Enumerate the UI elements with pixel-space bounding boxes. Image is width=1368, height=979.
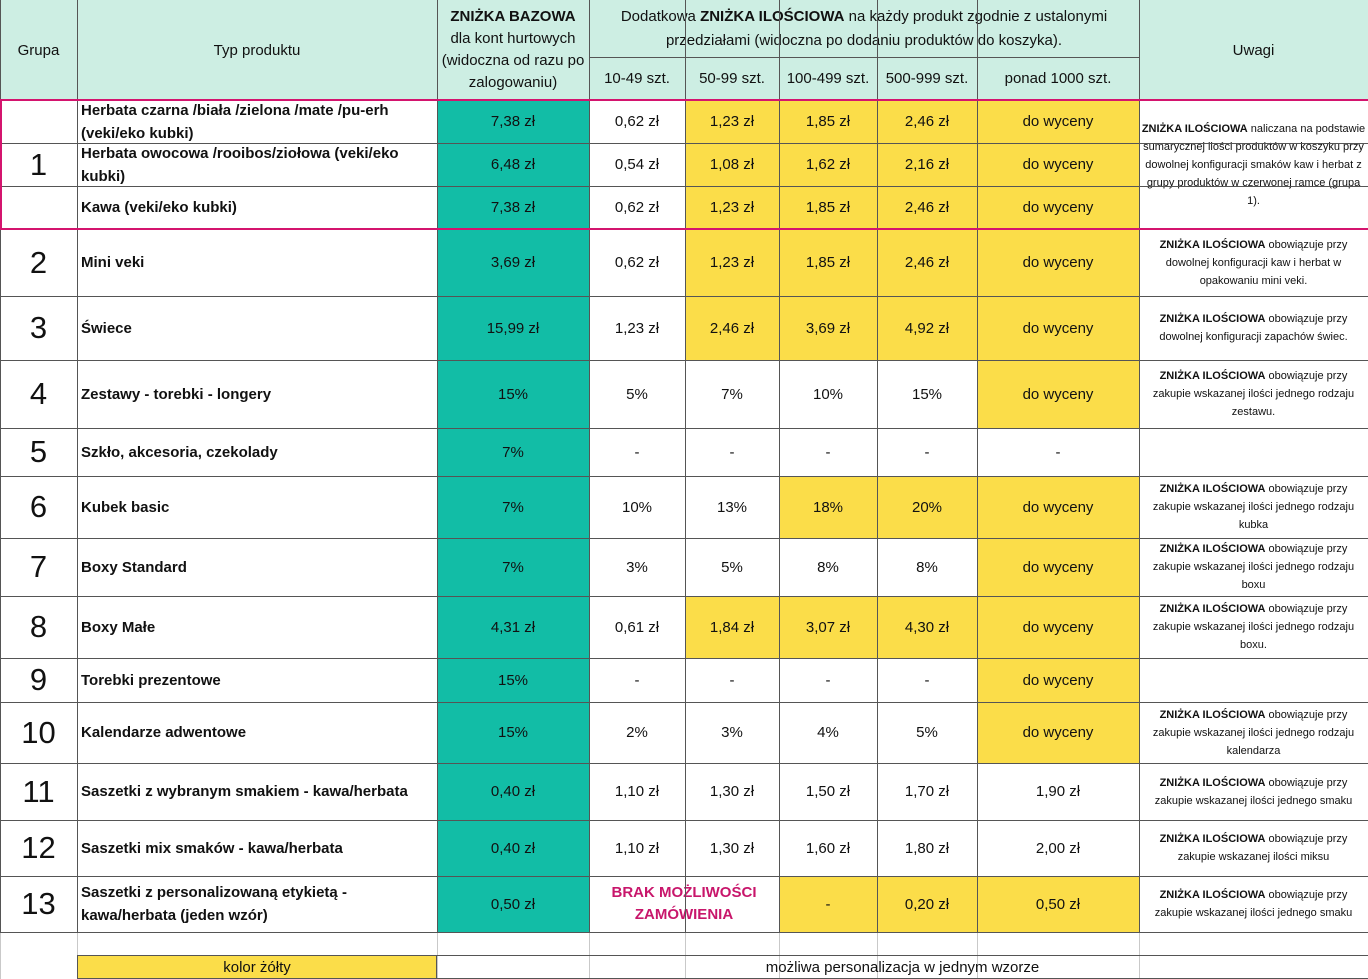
- qty-discount: 1,70 zł: [904, 783, 950, 800]
- base-discount: 0,50 zł: [437, 876, 589, 932]
- base-discount: 7%: [437, 538, 589, 596]
- product-name: Saszetki z personalizowaną etykietą - kawa/herbata (jeden wzór): [81, 884, 347, 924]
- qty-discount: 0,20 zł: [877, 876, 977, 932]
- base-discount: 7%: [437, 428, 589, 476]
- uwagi-note: ZNIŻKA ILOŚCIOWA obowiązuje przy zakupie wskazanej ilości jednego smaku: [1154, 776, 1353, 807]
- qty-discount: 0,62 zł: [614, 254, 660, 271]
- header-range-1: 10-49 szt.: [589, 57, 685, 100]
- header-typ-produktu: Typ produktu: [77, 0, 437, 100]
- qty-discount: -: [924, 671, 930, 689]
- row-border: [0, 296, 1368, 297]
- qty-discount: -: [825, 443, 831, 461]
- qty-discount: 1,85 zł: [779, 100, 877, 143]
- product-name: Torebki prezentowe: [81, 671, 221, 689]
- qty-discount: 20%: [877, 476, 977, 538]
- qty-discount: 0,50 zł: [977, 876, 1139, 932]
- row-border: [0, 186, 1368, 187]
- header-dodatkowa: [589, 0, 1139, 57]
- group-number: 9: [29, 662, 48, 697]
- qty-discount: 5%: [626, 385, 648, 403]
- base-discount: 15,99 zł: [437, 296, 589, 360]
- group-number: 4: [29, 376, 48, 411]
- qty-discount: 4,30 zł: [877, 596, 977, 658]
- base-discount: 7,38 zł: [437, 186, 589, 229]
- base-discount: 15%: [437, 702, 589, 763]
- header-uwagi: Uwagi: [1139, 0, 1368, 100]
- product-name: Herbata owocowa /rooibos/ziołowa (veki/eko kubki): [81, 144, 399, 185]
- qty-discount: 1,08 zł: [685, 143, 779, 186]
- group-number: 5: [29, 434, 48, 469]
- legend-meaning: możliwa personalizacja w jednym wzorze: [437, 955, 1368, 979]
- uwagi-note: ZNIŻKA ILOŚCIOWA obowiązuje przy zakupie wskazanej ilości jednego rodzaju zestawu.: [1152, 370, 1355, 418]
- qty-discount: 2,46 zł: [877, 186, 977, 229]
- col-border: [77, 0, 78, 932]
- product-name: Kubek basic: [81, 498, 170, 516]
- qty-discount: do wyceny: [977, 476, 1139, 538]
- group-number: 1: [29, 146, 48, 182]
- base-discount: 0,40 zł: [437, 763, 589, 820]
- group-number: 2: [29, 244, 48, 280]
- row-border: [0, 428, 1368, 429]
- header-range-4: 500-999 szt.: [877, 57, 977, 100]
- qty-discount: do wyceny: [977, 100, 1139, 143]
- qty-discount: 1,23 zł: [685, 186, 779, 229]
- qty-discount: 0,61 zł: [614, 618, 660, 636]
- qty-discount: do wyceny: [977, 186, 1139, 229]
- qty-discount: 2,16 zł: [877, 143, 977, 186]
- qty-discount: 15%: [911, 385, 943, 403]
- col-border: [437, 0, 438, 932]
- qty-discount: 2,46 zł: [877, 229, 977, 296]
- legend-swatch: kolor żółty: [77, 955, 437, 979]
- qty-discount: -: [924, 443, 930, 461]
- qty-discount: 7%: [721, 385, 743, 403]
- qty-discount: do wyceny: [977, 702, 1139, 763]
- base-discount: 15%: [437, 360, 589, 428]
- row-border: [0, 658, 1368, 659]
- group-number: 10: [21, 714, 56, 750]
- uwagi-note: [1139, 428, 1368, 476]
- product-name: Saszetki z wybranym smakiem - kawa/herbata: [81, 783, 408, 800]
- qty-discount: do wyceny: [977, 143, 1139, 186]
- qty-discount: 1,30 zł: [709, 839, 755, 857]
- col-border: [0, 0, 1, 932]
- product-name: Herbata czarna /biała /zielona /mate /pu-erh (veki/eko kubki): [81, 101, 389, 142]
- qty-discount: do wyceny: [977, 538, 1139, 596]
- qty-discount: 0,62 zł: [614, 113, 660, 130]
- row-border: [0, 476, 1368, 477]
- qty-discount: -: [779, 876, 877, 932]
- znizka-bazowa-title: ZNIŻKA BAZOWA: [450, 8, 576, 25]
- group-number: 12: [21, 830, 56, 865]
- qty-discount: 1,80 zł: [904, 839, 950, 857]
- base-discount: 3,69 zł: [437, 229, 589, 296]
- qty-discount: 1,62 zł: [779, 143, 877, 186]
- col-border: [685, 0, 686, 932]
- group-number: 8: [29, 609, 48, 644]
- znizka-bazowa-subtitle: dla kont hurtowych (widoczna od razu po zalogowaniu): [441, 30, 585, 91]
- qty-discount: 1,84 zł: [685, 596, 779, 658]
- uwagi-note: ZNIŻKA ILOŚCIOWA obowiązuje przy zakupie wskazanej ilości jednego rodzaju boxu.: [1152, 603, 1355, 651]
- base-discount: 7,38 zł: [437, 100, 589, 143]
- group-number: 13: [21, 886, 56, 921]
- qty-discount: do wyceny: [977, 360, 1139, 428]
- product-name: Boxy Małe: [81, 618, 156, 636]
- dodatkowa-text: Dodatkowa ZNIŻKA ILOŚCIOWA na każdy produkt zgodnie z ustalonymi przedziałami (widoczna po dodaniu produktów do koszyka).: [620, 7, 1108, 49]
- base-discount: 0,40 zł: [437, 820, 589, 876]
- qty-discount: -: [634, 443, 640, 461]
- uwagi-note: ZNIŻKA ILOŚCIOWA obowiązuje przy zakupie wskazanej ilości jednego rodzaju kalendarza: [1152, 708, 1355, 757]
- qty-discount: do wyceny: [977, 296, 1139, 360]
- uwagi-note: ZNIŻKA ILOŚCIOWA naliczana na podstawie sumarycznej ilości produktów w koszyku przy dowolnej konfiguracji smaków kaw i herbat z grupy produktów w czerwonej ramce (grupa 1).: [1141, 122, 1366, 207]
- qty-discount: 3,69 zł: [779, 296, 877, 360]
- header-range-3: 100-499 szt.: [779, 57, 877, 100]
- product-name: Mini veki: [81, 254, 145, 271]
- qty-discount: 13%: [716, 498, 748, 516]
- no-order-notice: BRAK MOŻLIWOŚCI ZAMÓWIENIA: [611, 884, 757, 923]
- base-discount: 4,31 zł: [437, 596, 589, 658]
- qty-discount: 18%: [779, 476, 877, 538]
- qty-discount: do wyceny: [977, 229, 1139, 296]
- qty-discount: -: [729, 671, 735, 689]
- product-name: Kalendarze adwentowe: [81, 724, 247, 741]
- product-name: Szkło, akcesoria, czekolady: [81, 443, 278, 461]
- qty-discount: 5%: [721, 558, 743, 576]
- uwagi-note: ZNIŻKA ILOŚCIOWA obowiązuje przy dowolnej konfiguracji zapachów świec.: [1159, 313, 1348, 343]
- group-number: 3: [29, 310, 48, 345]
- row-border: [0, 596, 1368, 597]
- base-discount: 7%: [437, 476, 589, 538]
- base-discount: 15%: [437, 658, 589, 702]
- qty-discount: 1,23 zł: [614, 319, 660, 337]
- qty-discount: 1,30 zł: [709, 783, 755, 800]
- header-divider: [589, 57, 1139, 58]
- header-grupa: Grupa: [0, 0, 77, 100]
- qty-discount: 1,50 zł: [805, 783, 851, 800]
- uwagi-note: ZNIŻKA ILOŚCIOWA obowiązuje przy zakupie wskazanej ilości jednego rodzaju kubka: [1152, 483, 1355, 531]
- row-border: [0, 876, 1368, 877]
- col-border: [589, 0, 590, 932]
- qty-discount: 8%: [916, 558, 938, 576]
- col-border: [779, 0, 780, 932]
- qty-discount: -: [1055, 443, 1061, 461]
- product-name: Świece: [81, 319, 132, 337]
- qty-discount: 4,92 zł: [877, 296, 977, 360]
- row-border: [0, 820, 1368, 821]
- qty-discount: 2%: [626, 724, 648, 741]
- row-border: [0, 360, 1368, 361]
- qty-discount: 1,90 zł: [1035, 783, 1081, 800]
- uwagi-note: [1139, 658, 1368, 702]
- qty-discount: 1,23 zł: [685, 100, 779, 143]
- qty-discount: 1,60 zł: [805, 839, 851, 857]
- header-znizka-bazowa: [437, 0, 589, 100]
- qty-discount: 5%: [916, 724, 938, 741]
- col-border: [1139, 0, 1140, 932]
- row-border: [0, 538, 1368, 539]
- group-number: 11: [22, 773, 55, 809]
- col-border: [977, 0, 978, 932]
- header-range-5: ponad 1000 szt.: [977, 57, 1139, 100]
- qty-discount: 4%: [817, 724, 839, 741]
- qty-discount: 8%: [817, 558, 839, 576]
- qty-discount: 0,62 zł: [614, 199, 660, 216]
- qty-discount: 0,54 zł: [614, 156, 660, 173]
- uwagi-note: ZNIŻKA ILOŚCIOWA obowiązuje przy zakupie wskazanej ilości jednego smaku: [1154, 889, 1353, 919]
- qty-discount: 10%: [812, 385, 844, 403]
- product-name: Boxy Standard: [81, 558, 187, 576]
- row-border: [0, 932, 1368, 933]
- qty-discount: 2,46 zł: [877, 100, 977, 143]
- qty-discount: 2,00 zł: [1035, 839, 1081, 857]
- header-range-2: 50-99 szt.: [685, 57, 779, 100]
- qty-discount: -: [825, 671, 831, 689]
- row-border: [0, 702, 1368, 703]
- uwagi-note: ZNIŻKA ILOŚCIOWA obowiązuje przy zakupie wskazanej ilości miksu: [1159, 833, 1348, 863]
- qty-discount: 3,07 zł: [779, 596, 877, 658]
- group-number: 6: [29, 489, 48, 524]
- qty-discount: 1,23 zł: [685, 229, 779, 296]
- qty-discount: do wyceny: [977, 596, 1139, 658]
- qty-discount: 3%: [626, 558, 648, 576]
- qty-discount: -: [634, 671, 640, 689]
- qty-discount: 10%: [621, 498, 653, 516]
- qty-discount: 2,46 zł: [685, 296, 779, 360]
- qty-discount: -: [729, 443, 735, 461]
- product-name: Kawa (veki/eko kubki): [81, 199, 237, 216]
- row-border: [0, 100, 1368, 101]
- uwagi-note: ZNIŻKA ILOŚCIOWA obowiązuje przy dowolnej konfiguracji kaw i herbat w opakowaniu mini veki.: [1159, 238, 1348, 287]
- row-border: [0, 763, 1368, 764]
- row-border: [0, 229, 1368, 230]
- row-border: [0, 143, 1368, 144]
- qty-discount: do wyceny: [977, 658, 1139, 702]
- group-number: 7: [29, 549, 48, 584]
- product-name: Zestawy - torebki - longery: [81, 385, 272, 403]
- qty-discount: 1,10 zł: [614, 839, 660, 857]
- qty-discount: 1,85 zł: [779, 186, 877, 229]
- qty-discount: 1,85 zł: [779, 229, 877, 296]
- product-name: Saszetki mix smaków - kawa/herbata: [81, 839, 343, 857]
- uwagi-note: ZNIŻKA ILOŚCIOWA obowiązuje przy zakupie wskazanej ilości jednego rodzaju boxu: [1152, 543, 1355, 591]
- qty-discount: 1,10 zł: [614, 783, 660, 800]
- col-border: [877, 0, 878, 932]
- base-discount: 6,48 zł: [437, 143, 589, 186]
- qty-discount: 3%: [721, 724, 743, 741]
